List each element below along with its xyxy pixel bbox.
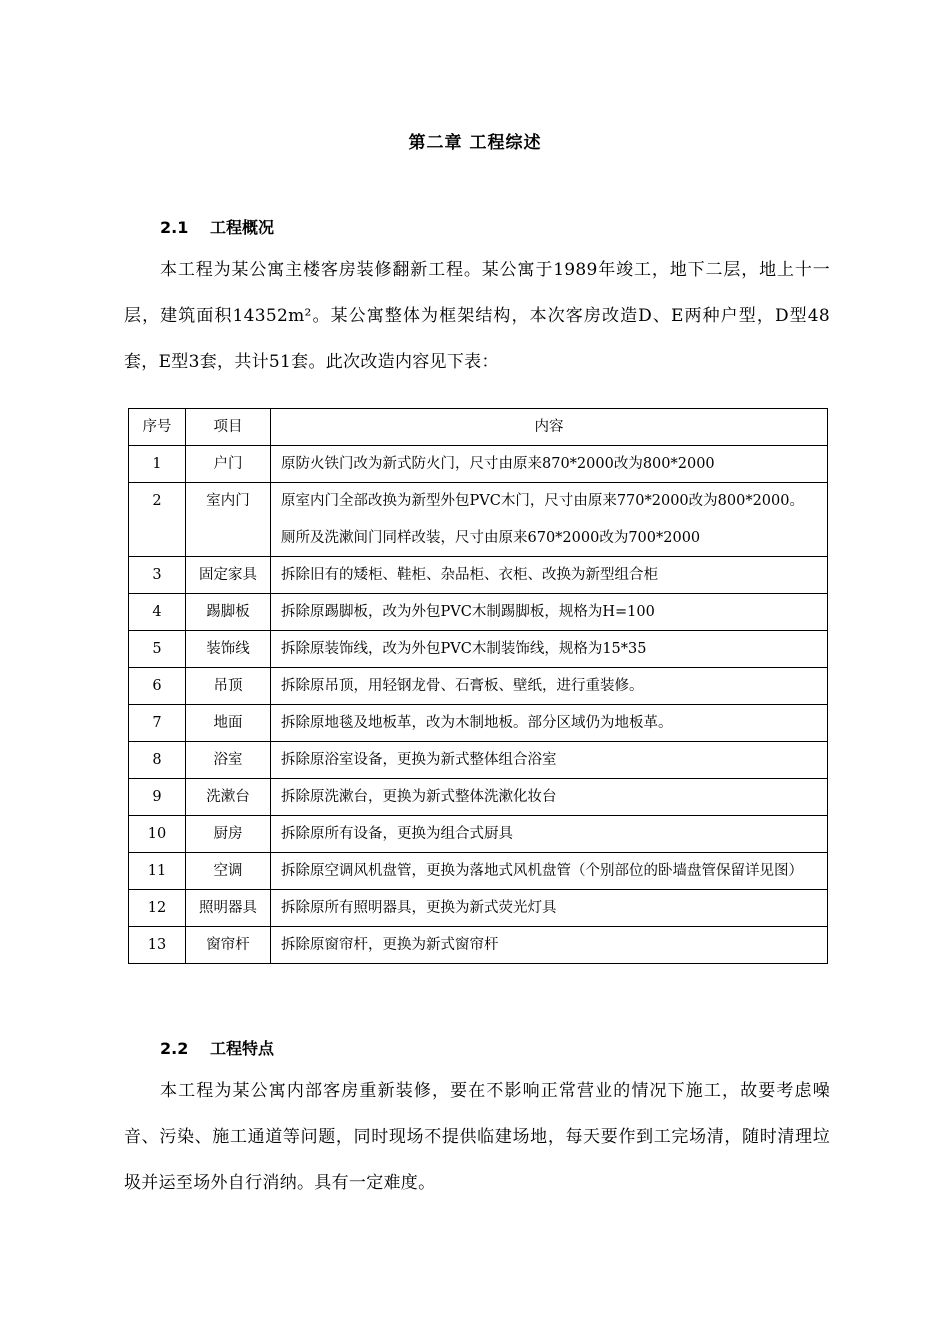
row-content (271, 890, 828, 927)
row-item: 窗帘杆 (186, 927, 271, 964)
renovation-table (128, 408, 828, 964)
row-content (271, 631, 828, 668)
row-content (271, 779, 828, 816)
table-row (129, 742, 828, 779)
table-row (129, 927, 828, 964)
row-item: 地面 (186, 705, 271, 742)
row-item: 户门 (186, 446, 271, 483)
content-line: 拆除原空调风机盘管，更换为落地式风机盘管（个别部位的卧墙盘管保留详见图） (281, 863, 803, 879)
content-line: 拆除原吊顶，用轻钢龙骨、石膏板、壁纸，进行重装修。 (281, 678, 644, 694)
row-item: 固定家具 (186, 557, 271, 594)
row-seq: 1 (129, 446, 186, 483)
table-row (129, 557, 828, 594)
row-seq: 5 (129, 631, 186, 668)
row-content (271, 557, 828, 594)
section-heading-features (160, 1036, 274, 1059)
table-row (129, 705, 828, 742)
content-line: 拆除旧有的矮柜、鞋柜、杂品柜、衣柜、改换为新型组合柜 (281, 567, 658, 583)
row-seq: 10 (129, 816, 186, 853)
header-item: 项目 (186, 409, 271, 446)
content-line: 拆除原窗帘杆，更换为新式窗帘杆 (281, 937, 499, 953)
row-item: 照明器具 (186, 890, 271, 927)
row-item: 吊顶 (186, 668, 271, 705)
row-content (271, 853, 828, 890)
table-row (129, 668, 828, 705)
row-item: 室内门 (186, 483, 271, 557)
row-content (271, 483, 828, 557)
content-line: 厕所及洗漱间门同样改装，尺寸由原来670*2000改为700*2000 (281, 530, 701, 546)
row-content (271, 705, 828, 742)
content-line: 拆除原浴室设备，更换为新式整体组合浴室 (281, 752, 557, 768)
section-title: 工程概况 (210, 218, 275, 237)
table-row (129, 594, 828, 631)
row-seq: 12 (129, 890, 186, 927)
row-item: 空调 (186, 853, 271, 890)
table-header-row (129, 409, 828, 446)
section-heading-overview (160, 215, 274, 238)
content-line: 拆除原装饰线，改为外包PVC木制装饰线，规格为15*35 (281, 641, 647, 657)
row-seq: 3 (129, 557, 186, 594)
table-row (129, 816, 828, 853)
section-number: 2.1 (160, 218, 189, 237)
row-item: 踢脚板 (186, 594, 271, 631)
row-seq: 11 (129, 853, 186, 890)
row-item: 厨房 (186, 816, 271, 853)
content-line: 原防火铁门改为新式防火门，尺寸由原来870*2000改为800*2000 (281, 456, 715, 472)
table-row (129, 779, 828, 816)
row-seq: 4 (129, 594, 186, 631)
row-content (271, 927, 828, 964)
content-line: 拆除原洗漱台，更换为新式整体洗漱化妆台 (281, 789, 557, 805)
row-content (271, 816, 828, 853)
row-item: 洗漱台 (186, 779, 271, 816)
header-seq: 序号 (129, 409, 186, 446)
table-row (129, 853, 828, 890)
row-seq: 2 (129, 483, 186, 557)
row-item: 装饰线 (186, 631, 271, 668)
header-content: 内容 (271, 409, 828, 446)
content-line: 拆除原所有照明器具，更换为新式荧光灯具 (281, 900, 557, 916)
section-title: 工程特点 (210, 1039, 275, 1058)
table-row (129, 890, 828, 927)
section-number: 2.2 (160, 1039, 189, 1058)
row-content (271, 742, 828, 779)
content-line: 拆除原所有设备，更换为组合式厨具 (281, 826, 513, 842)
content-line: 拆除原地毯及地板革，改为木制地板。部分区域仍为地板革。 (281, 715, 673, 731)
content-line: 原室内门全部改换为新型外包PVC木门，尺寸由原来770*2000改为800*2000。 (281, 493, 804, 509)
chapter-title: 第二章 工程综述 (408, 133, 542, 153)
row-seq: 7 (129, 705, 186, 742)
table-row (129, 483, 828, 557)
row-content (271, 446, 828, 483)
row-item: 浴室 (186, 742, 271, 779)
overview-paragraph: 本工程为某公寓主楼客房装修翻新工程。某公寓于1989年竣工，地下二层，地上十一层，建筑面积14352m²。某公寓整体为框架结构，本次客房改造D、E两种户型，D型48套，E型3套，共计51套。此次改造内容见下表： (124, 260, 830, 372)
row-content (271, 594, 828, 631)
features-paragraph: 本工程为某公寓内部客房重新装修，要在不影响正常营业的情况下施工，故要考虑噪音、污染、施工通道等问题，同时现场不提供临建场地，每天要作到工完场清，随时清理垃圾并运至场外自行消纳。具有一定难度。 (124, 1081, 830, 1193)
row-content (271, 668, 828, 705)
row-seq: 9 (129, 779, 186, 816)
table-row (129, 446, 828, 483)
content-line: 拆除原踢脚板，改为外包PVC木制踢脚板，规格为H=100 (281, 604, 655, 620)
row-seq: 13 (129, 927, 186, 964)
table-row (129, 631, 828, 668)
row-seq: 6 (129, 668, 186, 705)
row-seq: 8 (129, 742, 186, 779)
